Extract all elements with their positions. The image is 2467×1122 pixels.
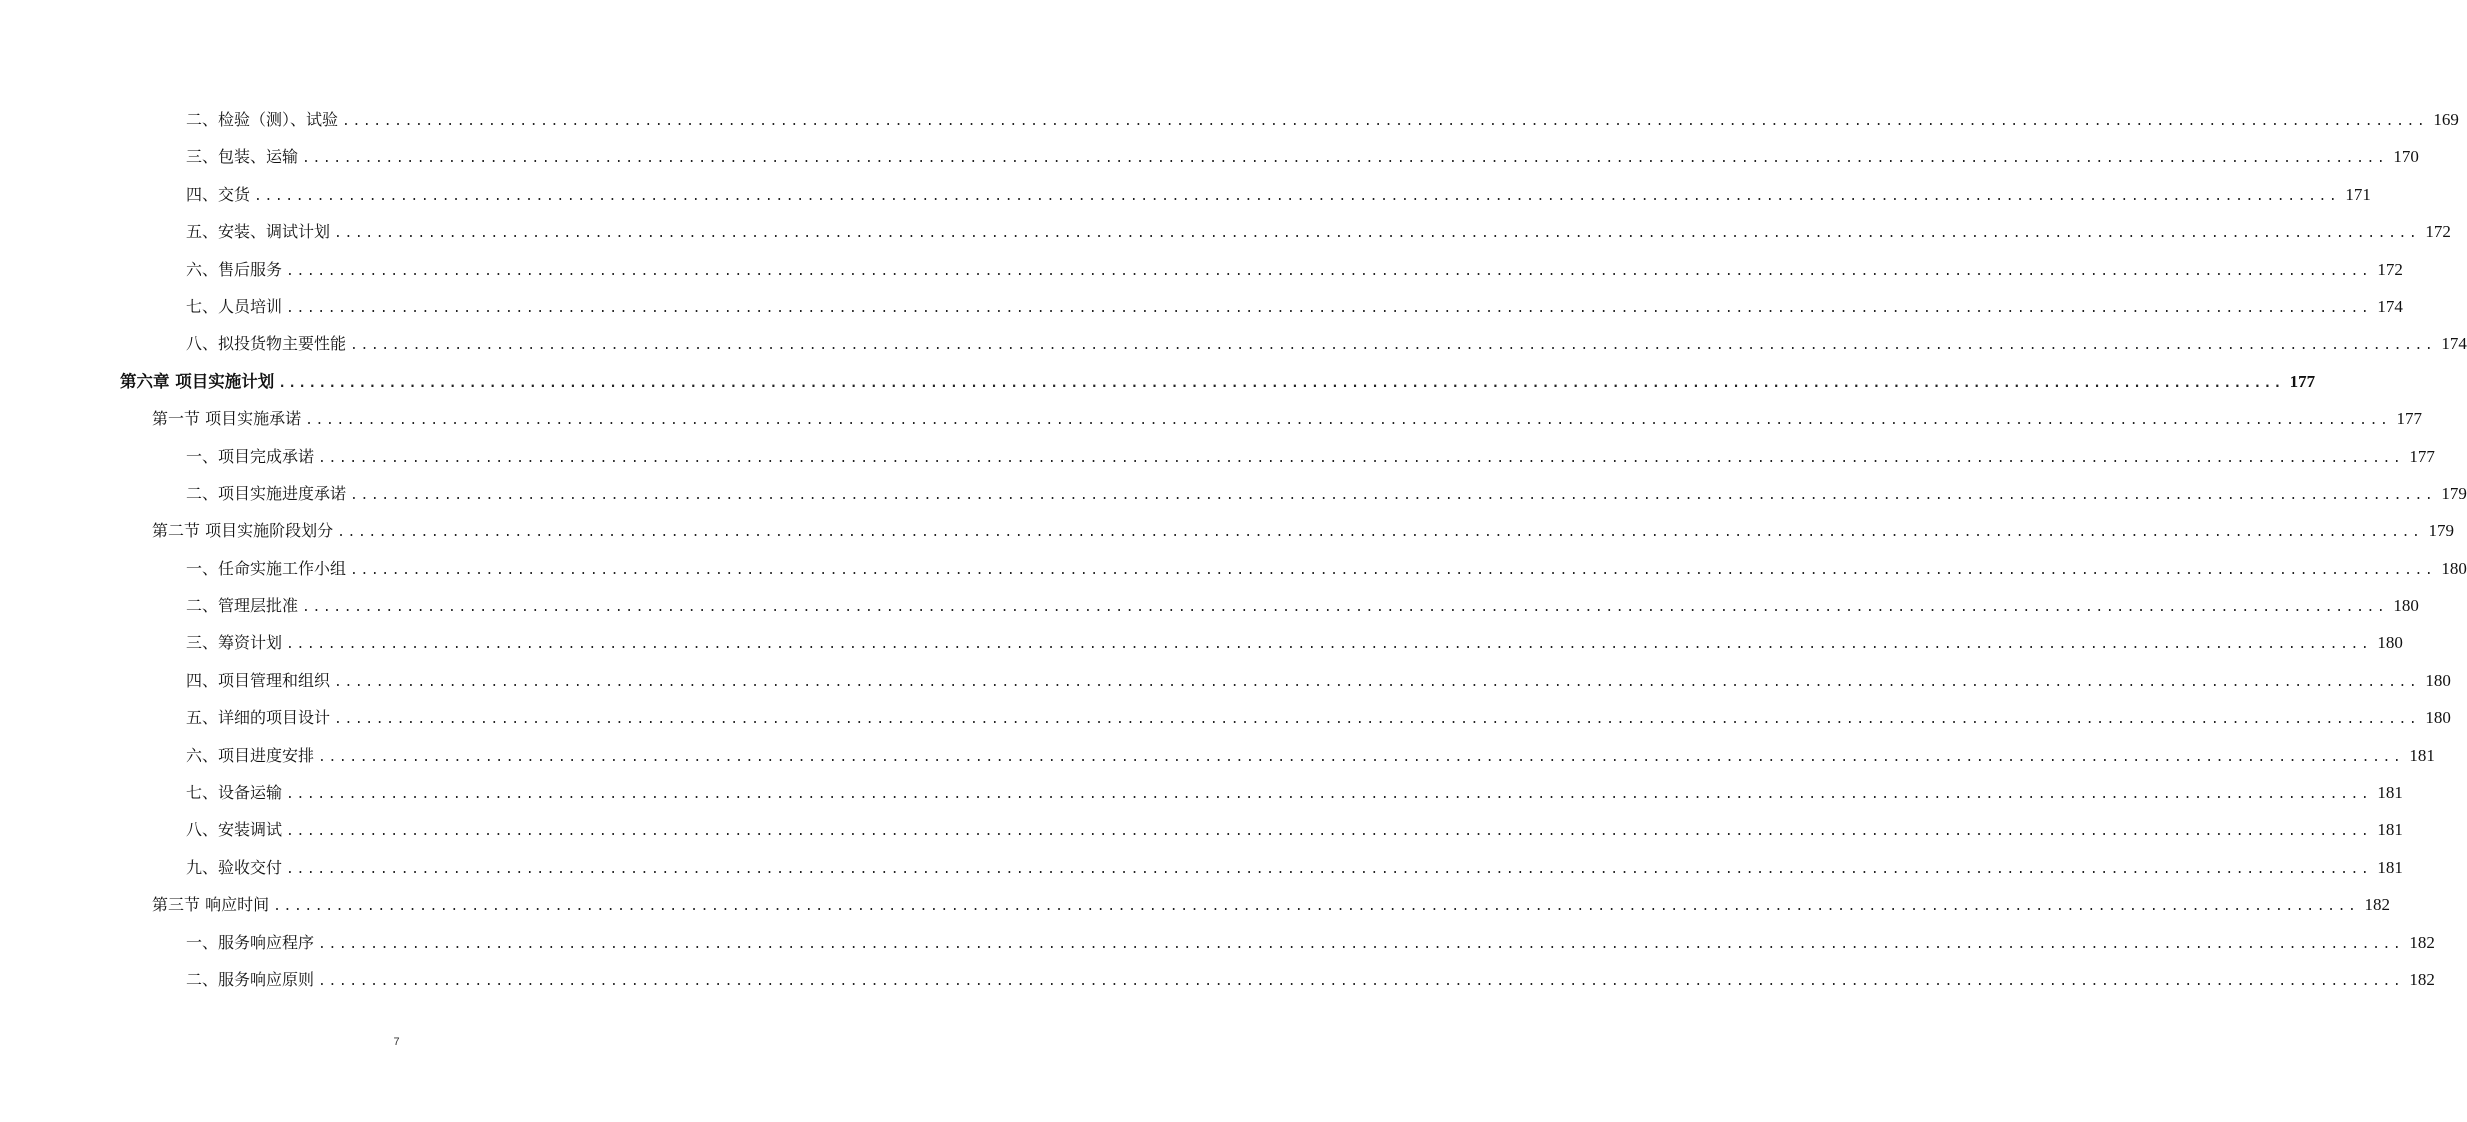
toc-entry-title: 六、项目进度安排 [186, 745, 315, 765]
toc-entry-page-number: 171 [2345, 184, 2371, 204]
dot-leader: ........................................................................................................................................................................................................ [318, 450, 2404, 466]
toc-entry-page-number: 174 [2441, 334, 2467, 354]
toc-item-entry[interactable] [0, 662, 2451, 699]
dot-leader: ........................................................................................................................................................................................................ [350, 562, 2436, 578]
toc-item-entry[interactable] [0, 587, 2419, 624]
dot-leader: ........................................................................................................................................................................................................ [254, 188, 2340, 204]
dot-leader: ........................................................................................................................................................................................................ [273, 899, 2359, 915]
toc-entry-title: 第三节 响应时间 [152, 895, 270, 915]
toc-entry-title: 二、服务响应原则 [186, 969, 315, 989]
toc-entry-title: 四、项目管理和组织 [186, 670, 331, 690]
toc-item-entry[interactable] [0, 213, 2451, 250]
toc-item-entry[interactable] [0, 138, 2419, 175]
toc-entry-title: 二、检验（测）、试验 [186, 110, 339, 129]
toc-item-entry[interactable] [0, 438, 2435, 475]
dot-leader: ........................................................................................................................................................................................................ [286, 824, 2372, 840]
toc-entry-title: 一、服务响应程序 [186, 932, 315, 952]
toc-item-entry[interactable] [0, 699, 2451, 736]
dot-leader: ........................................................................................................................................................................................................ [334, 674, 2420, 690]
toc-entry-page-number: 180 [2425, 670, 2451, 690]
dot-leader: ........................................................................................................................................................................................................ [334, 226, 2420, 242]
toc-section-entry[interactable] [0, 886, 2390, 923]
toc-entry-page-number: 177 [2409, 446, 2435, 466]
toc-item-entry[interactable] [0, 774, 2403, 811]
toc-item-entry[interactable] [0, 550, 2467, 587]
page-number: 7 [393, 1036, 400, 1048]
dot-leader: ........................................................................................................................................................................................................ [305, 413, 2391, 429]
toc-entry-page-number: 182 [2409, 932, 2435, 952]
toc-entry-page-number: 172 [2377, 259, 2403, 279]
toc-entry-page-number: 177 [2396, 409, 2422, 429]
toc-entry-page-number: 169 [2433, 110, 2459, 129]
toc-item-entry[interactable] [0, 811, 2403, 848]
toc-entry-page-number: 181 [2409, 745, 2435, 765]
toc-entry-title: 二、项目实施进度承诺 [186, 483, 347, 503]
toc-item-entry[interactable] [0, 251, 2403, 288]
toc-entry-title: 一、任命实施工作小组 [186, 558, 347, 578]
toc-entry-title: 第一节 项目实施承诺 [152, 409, 302, 429]
toc-entry-title: 九、验收交付 [186, 857, 283, 877]
toc-entry-page-number: 177 [2289, 371, 2316, 391]
toc-entry-title: 八、拟投货物主要性能 [186, 334, 347, 354]
table-of-contents [0, 101, 2467, 998]
toc-item-entry[interactable] [0, 475, 2467, 512]
toc-entry-page-number: 181 [2377, 820, 2403, 840]
toc-entry-page-number: 180 [2441, 558, 2467, 578]
dot-leader: ........................................................................................................................................................................................................ [350, 338, 2436, 354]
toc-entry-page-number: 182 [2364, 895, 2390, 915]
toc-section-entry[interactable] [0, 512, 2454, 549]
toc-entry-title: 三、筹资计划 [186, 633, 283, 653]
toc-entry-title: 一、项目完成承诺 [186, 446, 315, 466]
toc-entry-page-number: 181 [2377, 783, 2403, 803]
dot-leader: ........................................................................................................................................................................................................ [286, 861, 2372, 877]
dot-leader: ........................................................................................................................................................................................................ [302, 600, 2388, 616]
toc-item-entry[interactable] [0, 924, 2435, 961]
dot-leader: ........................................................................................................................................................................................................ [278, 375, 2284, 391]
toc-entry-page-number: 179 [2441, 483, 2467, 503]
dot-leader: ........................................................................................................................................................................................................ [337, 525, 2423, 541]
toc-item-entry[interactable] [0, 961, 2435, 998]
toc-item-entry[interactable] [0, 101, 2459, 138]
dot-leader: ........................................................................................................................................................................................................ [318, 973, 2404, 989]
toc-entry-title: 第二节 项目实施阶段划分 [152, 521, 334, 541]
toc-entry-page-number: 180 [2425, 708, 2451, 728]
toc-section-entry[interactable] [0, 400, 2422, 437]
toc-item-entry[interactable] [0, 624, 2403, 661]
dot-leader: ........................................................................................................................................................................................................ [350, 487, 2436, 503]
toc-entry-page-number: 180 [2393, 596, 2419, 616]
toc-chapter-entry[interactable] [0, 363, 2316, 400]
toc-entry-title: 七、设备运输 [186, 783, 283, 803]
dot-leader: ........................................................................................................................................................................................................ [302, 151, 2388, 167]
dot-leader: ........................................................................................................................................................................................................ [286, 300, 2372, 316]
toc-entry-title: 五、安装、调试计划 [186, 222, 331, 242]
toc-entry-page-number: 172 [2425, 222, 2451, 242]
toc-entry-page-number: 182 [2409, 969, 2435, 989]
dot-leader: ........................................................................................................................................................................................................ [286, 637, 2372, 653]
toc-entry-title: 三、包装、运输 [186, 147, 299, 167]
toc-entry-page-number: 174 [2377, 296, 2403, 316]
dot-leader: ........................................................................................................................................................................................................ [286, 263, 2372, 279]
toc-entry-title: 五、详细的项目设计 [186, 708, 331, 728]
dot-leader: ........................................................................................................................................................................................................ [318, 749, 2404, 765]
toc-item-entry[interactable] [0, 288, 2403, 325]
toc-entry-title: 四、交货 [186, 184, 251, 204]
dot-leader: ........................................................................................................................................................................................................ [286, 787, 2372, 803]
toc-entry-page-number: 170 [2393, 147, 2419, 167]
toc-item-entry[interactable] [0, 737, 2435, 774]
toc-item-entry[interactable] [0, 325, 2467, 362]
toc-entry-title: 七、人员培训 [186, 296, 283, 316]
dot-leader: ........................................................................................................................................................................................................ [334, 712, 2420, 728]
toc-entry-title: 第六章 项目实施计划 [120, 371, 275, 391]
toc-entry-title: 六、售后服务 [186, 259, 283, 279]
toc-entry-page-number: 181 [2377, 857, 2403, 877]
toc-item-entry[interactable] [0, 176, 2371, 213]
toc-entry-title: 八、安装调试 [186, 820, 283, 840]
toc-entry-page-number: 179 [2428, 521, 2454, 541]
dot-leader: ........................................................................................................................................................................................................ [318, 936, 2404, 952]
toc-item-entry[interactable] [0, 849, 2403, 886]
toc-entry-title: 二、管理层批准 [186, 596, 299, 616]
dot-leader: ........................................................................................................................................................................................................ [342, 114, 2428, 129]
toc-entry-page-number: 180 [2377, 633, 2403, 653]
